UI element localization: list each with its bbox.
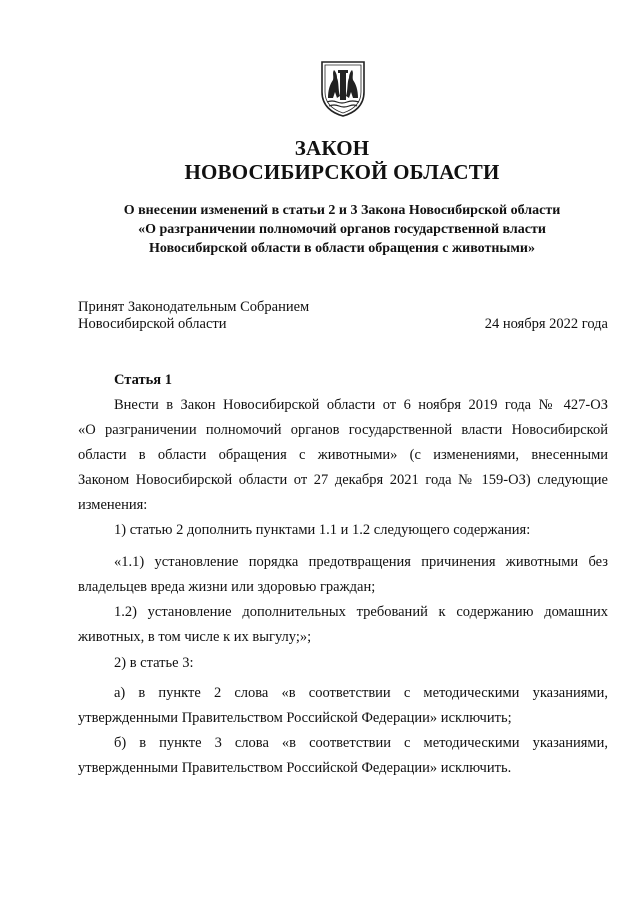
article-text-line: утвержденными Правительством Российской Федерации» исключить; (78, 710, 512, 726)
article-text-line: области в области обращения с животными» (с изменениями, внесенными (78, 447, 608, 463)
adoption-date: 24 ноября 2022 года (484, 316, 608, 332)
article-text-line: изменения: (78, 497, 148, 513)
article-text-line: утвержденными Правительством Российской Федерации» исключить. (78, 760, 512, 776)
article-text-line: б) в пункте 3 слова «в соответствии с методическими указаниями, (114, 735, 608, 751)
article-text-line: 1) статью 2 дополнить пунктами 1.1 и 1.2 следующего содержания: (114, 522, 531, 538)
document-subtitle-line-1: О внесении изменений в статьи 2 и 3 Закона Новосибирской области (123, 203, 561, 218)
article-text-line: 2) в статье 3: (114, 655, 194, 671)
document-subtitle-line-2: «О разграничении полномочий органов государственной власти (138, 222, 546, 237)
coat-of-arms-icon (318, 58, 368, 118)
document-title-line-1: ЗАКОН (294, 136, 370, 160)
document-subtitle-line-3: Новосибирской области в области обращения с животными» (149, 241, 535, 256)
accepted-by-line-2: Новосибирской области (78, 316, 227, 332)
article-text-line: животных, в том числе к их выгулу;»; (78, 629, 312, 645)
article-text-line: 1.2) установление дополнительных требований к содержанию домашних (114, 604, 608, 620)
accepted-by-line-1: Принят Законодательным Собранием (78, 299, 310, 315)
article-text-line: «О разграничении полномочий органов государственной власти Новосибирской (78, 422, 608, 438)
article-text-line: Законом Новосибирской области от 27 декабря 2021 года № 159-ОЗ) следующие (78, 472, 608, 488)
article-title: Статья 1 (114, 372, 172, 388)
article-text-line: а) в пункте 2 слова «в соответствии с методическими указаниями, (114, 685, 608, 701)
article-text-line: Внести в Закон Новосибирской области от 6 ноября 2019 года № 427-ОЗ (114, 397, 608, 413)
article-text-line: владельцев вреда жизни или здоровью граждан; (78, 579, 376, 595)
document-title-line-2: НОВОСИБИРСКОЙ ОБЛАСТИ (184, 160, 500, 184)
article-text-line: «1.1) установление порядка предотвращения причинения животными без (114, 554, 608, 570)
